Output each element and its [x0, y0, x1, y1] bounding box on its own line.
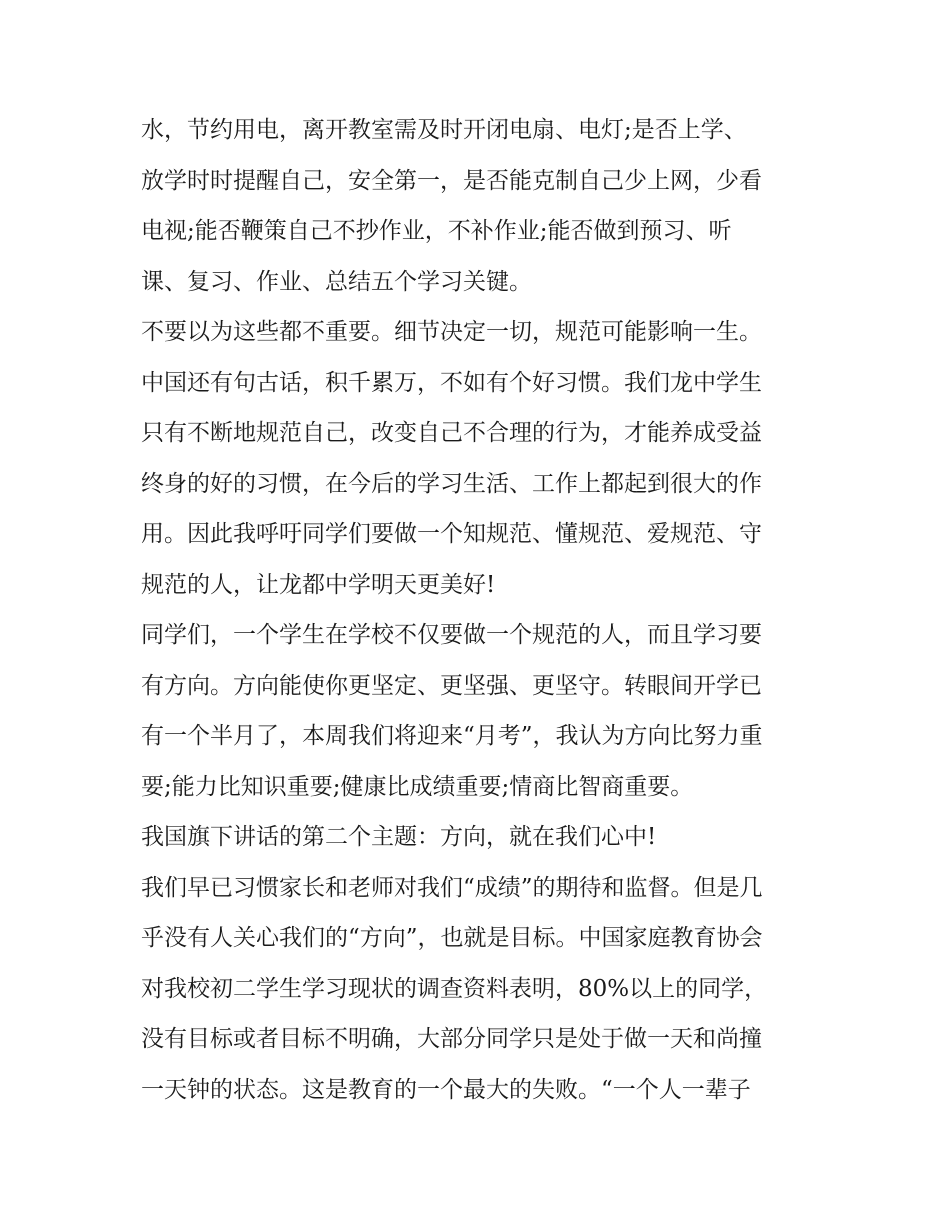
text-line-14: 要;能力比知识重要;健康比成绩重要;情商比智商重要。 [141, 773, 694, 800]
text-line-18: 对我校初二学生学习现状的调查资料表明，80%以上的同学， [141, 975, 768, 1002]
document-body [141, 105, 821, 1115]
text-line-3: 电视;能否鞭策自己不抄作业，不补作业;能否做到预习、听 [141, 218, 732, 244]
text-line-1: 水，节约用电，离开教室需及时开闭电扇、电灯;是否上学、 [141, 117, 747, 143]
text-line-15: 我国旗下讲话的第二个主题：方向，就在我们心中! [141, 824, 657, 850]
text-line-13: 有一个半月了，本周我们将迎来“月考”，我认为方向比努力重 [141, 723, 763, 749]
text-line-7: 只有不断地规范自己，改变自己不合理的行为，才能养成受益 [141, 420, 762, 446]
text-line-8: 终身的好的习惯，在今后的学习生活、工作上都起到很大的作 [141, 470, 762, 497]
text-line-12: 有方向。方向能使你更坚定、更坚强、更坚守。转眼间开学已 [141, 672, 762, 699]
text-line-9: 用。因此我呼吁同学们要做一个知规范、懂规范、爱规范、守 [141, 521, 762, 547]
text-line-6: 中国还有句古话，积千累万，不如有个好习惯。我们龙中学生 [141, 369, 762, 396]
text-line-16: 我们早已习惯家长和老师对我们“成绩”的期待和监督。但是几 [141, 874, 763, 901]
text-line-4: 课、复习、作业、总结五个学习关键。 [141, 268, 532, 295]
text-line-11: 同学们，一个学生在学校不仅要做一个规范的人，而且学习要 [141, 622, 762, 648]
text-line-2: 放学时时提醒自己，安全第一，是否能克制自己少上网，少看 [141, 167, 762, 194]
text-line-10: 规范的人，让龙都中学明天更美好! [141, 571, 496, 598]
text-line-20: 一天钟的状态。这是教育的一个最大的失败。“一个人一辈子 [141, 1076, 751, 1103]
text-line-17: 乎没有人关心我们的“方向”，也就是目标。中国家庭教育协会 [141, 925, 763, 951]
text-line-19: 没有目标或者目标不明确，大部分同学只是处于做一天和尚撞 [141, 1026, 762, 1052]
text-line-5: 不要以为这些都不重要。细节决定一切，规范可能影响一生。 [141, 319, 762, 345]
